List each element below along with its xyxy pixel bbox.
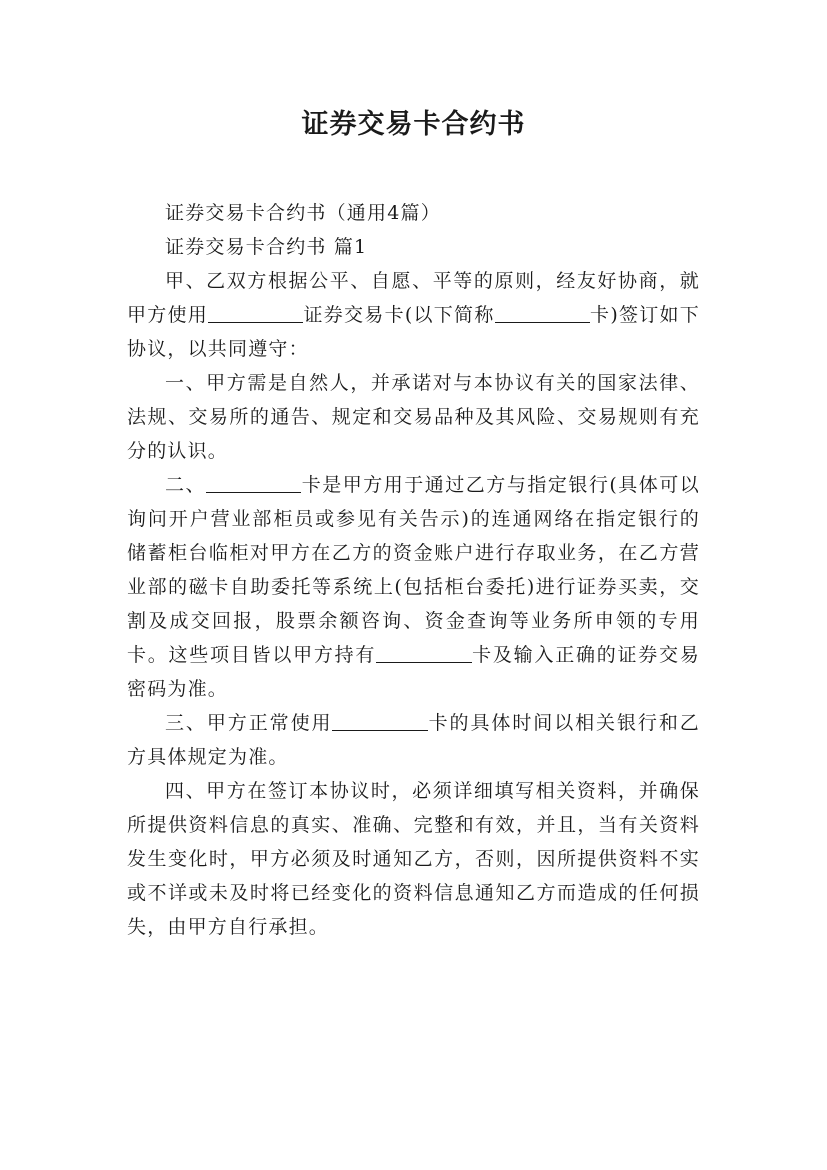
clause-2-paragraph: 二、 卡是甲方用于通过乙方与指定银行(具体可以询问开户营业部柜员或参见有关告示)的连通网络在指定银行的储蓄柜台临柜对甲方在乙方的资金账户进行存取业务，在乙方营业部的磁卡自助委托等系统上(包括柜台委托)进行证券买卖，交割及成交回报，股票余额咨询、资金查询等业务所申领的专用卡。这些项目皆以甲方持有 卡及输入正确的证券交易密码为准。 <box>127 474 701 700</box>
fill-in-blank <box>208 303 303 323</box>
document-title: 证券交易卡合约书 <box>301 109 526 140</box>
fill-in-blank <box>376 643 471 663</box>
clause-1-paragraph: 一、甲方需是自然人，并承诺对与本协议有关的国家法律、法规、交易所的通告、规定和交易品种及其风险、交易规则有充分的认识。 <box>127 372 700 462</box>
fill-in-blank <box>206 473 301 493</box>
document-body <box>127 196 700 944</box>
clause-4-paragraph: 四、甲方在签订本协议时，必须详细填写相关资料，并确保所提供资料信息的真实、准确、完整和有效，并且，当有关资料发生变化时，甲方必须及时通知乙方，否则，因所提供资料不实或不详或未及时将已经变化的资料信息通知乙方而造成的任何损失，由甲方自行承担。 <box>127 780 700 938</box>
subtitle-paragraph: 证券交易卡合约书（通用4篇） <box>165 202 441 224</box>
intro-paragraph: 甲、乙双方根据公平、自愿、平等的原则，经友好协商，就甲方使用 证券交易卡(以下简称 卡)签订如下协议，以共同遵守： <box>127 270 700 360</box>
clause-3-paragraph: 三、甲方正常使用 卡的具体时间以相关银行和乙方具体规定为准。 <box>127 712 700 768</box>
fill-in-blank <box>495 303 590 323</box>
section-heading-paragraph: 证券交易卡合约书 篇1 <box>165 236 368 258</box>
fill-in-blank <box>332 711 427 731</box>
